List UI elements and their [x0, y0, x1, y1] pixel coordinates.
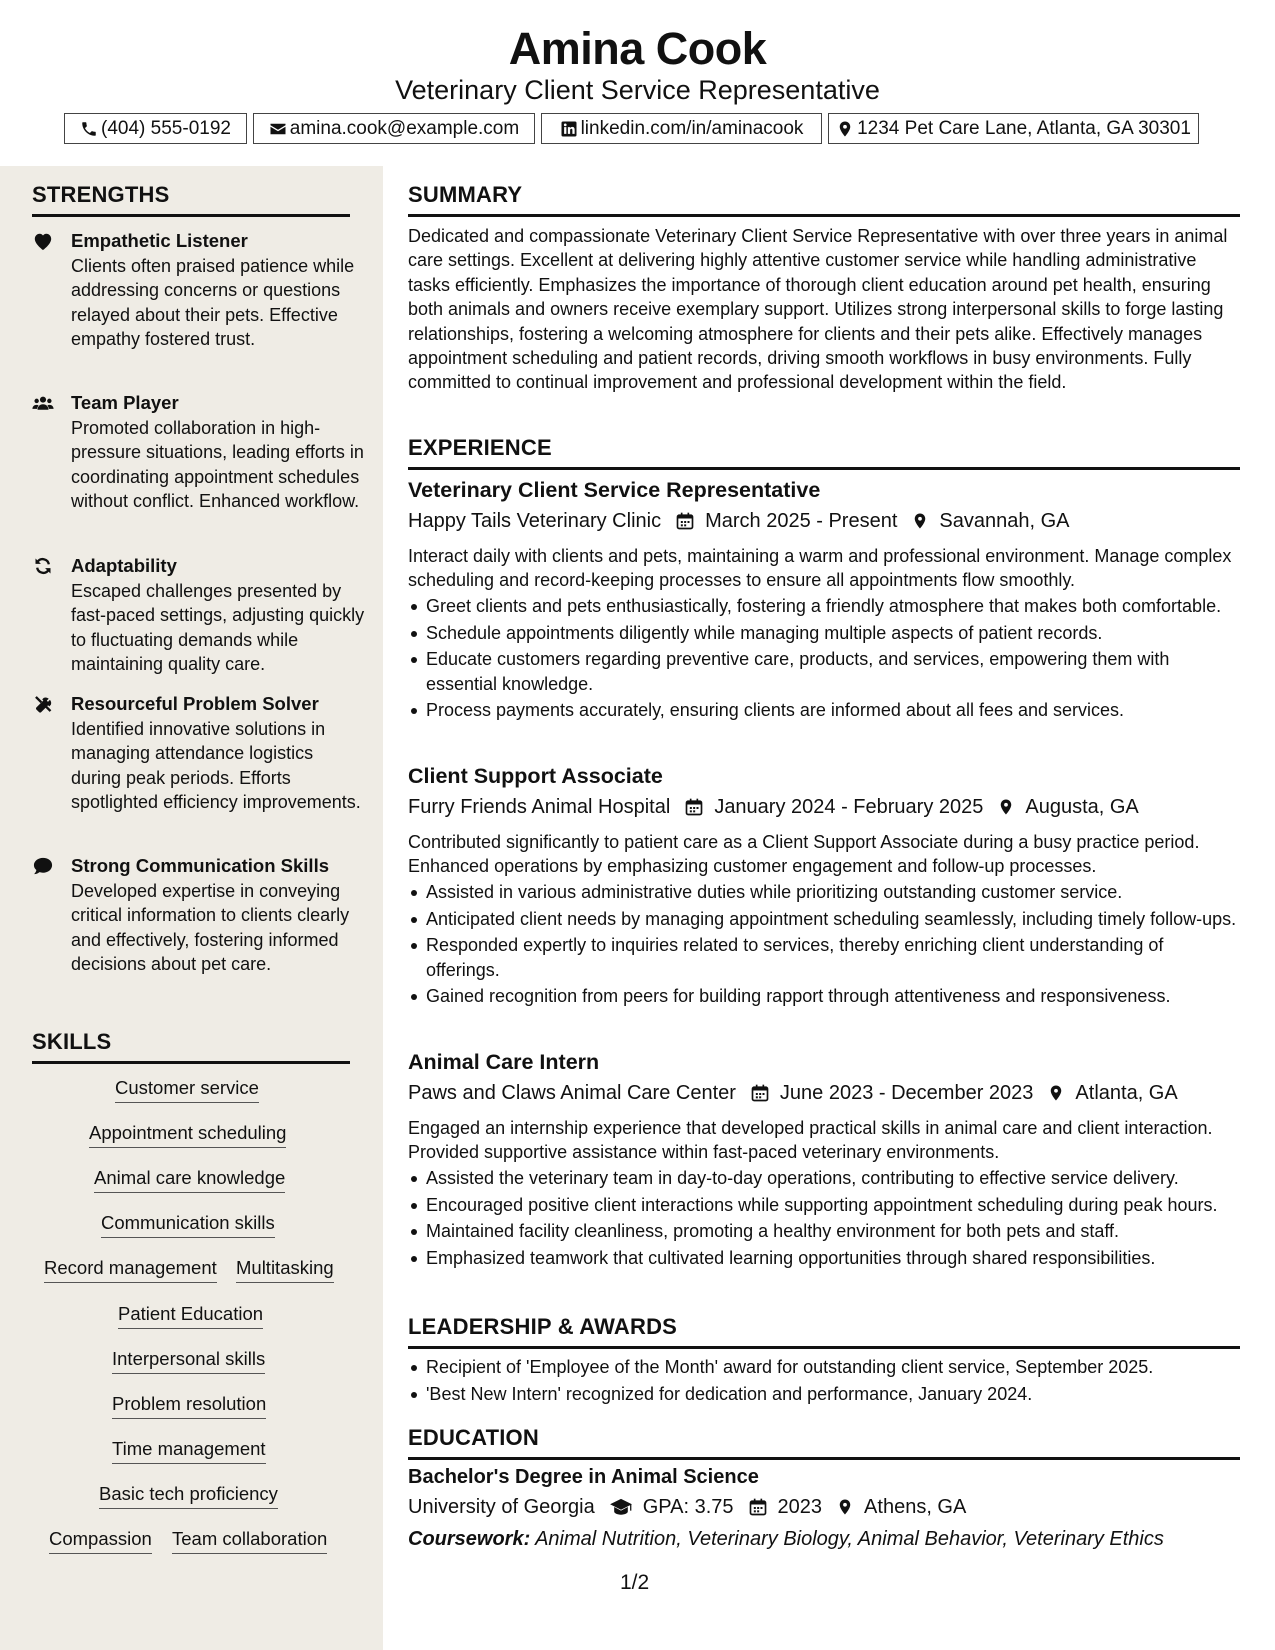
map-marker-icon	[836, 120, 854, 138]
awards-rule	[408, 1346, 1240, 1349]
education-rule	[408, 1457, 1240, 1460]
strengths-heading: STRENGTHS	[32, 182, 170, 207]
job-title: Veterinary Client Service Representative	[408, 478, 821, 502]
education-location: Athens, GA	[864, 1495, 967, 1518]
skill-tag: Animal care knowledge	[94, 1166, 285, 1193]
job-bullets	[408, 880, 1240, 1011]
education-school: University of Georgia	[408, 1495, 595, 1518]
strength-title: Adaptability	[71, 555, 177, 576]
education-coursework	[408, 1525, 1164, 1553]
strength-title: Team Player	[71, 392, 179, 413]
skill-tag: Time management	[112, 1437, 266, 1464]
strength-title: Strong Communication Skills	[71, 855, 329, 876]
skill-tag: Record management	[44, 1256, 217, 1283]
list-item: Schedule appointments diligently while managing multiple aspects of patient records.	[408, 621, 1240, 645]
strength-desc: Clients often praised patience while addressing concerns or questions relayed about their pets. Effective empathy fostered trust.	[71, 256, 355, 350]
contact-linkedin[interactable]	[541, 113, 822, 144]
list-item: Emphasized teamwork that cultivated learning opportunities through shared responsibilities.	[408, 1246, 1240, 1270]
page-number: 1/2	[620, 1571, 650, 1594]
map-marker-icon	[997, 797, 1015, 817]
job-company: Paws and Claws Animal Care Center	[408, 1081, 736, 1104]
candidate-name: Amina Cook	[508, 23, 767, 74]
job-description: Interact daily with clients and pets, maintaining a warm and professional environment. Manage complex scheduling and record-keeping processes to ensure all appointments flow smoothly.	[408, 546, 1232, 591]
main-column	[408, 166, 1240, 1606]
list-item: 'Best New Intern' recognized for dedication and performance, January 2024.	[408, 1382, 1240, 1406]
education-gpa: GPA: 3.75	[642, 1495, 734, 1518]
skill-tag: Customer service	[115, 1076, 259, 1103]
job-location: Savannah, GA	[939, 509, 1070, 532]
strength-desc: Escaped challenges presented by fast-paced settings, adjusting quickly to fluctuating demands while maintaining quality care.	[71, 581, 365, 675]
sync-icon	[32, 556, 56, 576]
coursework-list: Animal Nutrition, Veterinary Biology, Animal Behavior, Veterinary Ethics	[535, 1528, 1164, 1550]
list-item: Anticipated client needs by managing appointment scheduling seamlessly, including timely follow-ups.	[408, 907, 1240, 931]
strengths-rule	[32, 214, 350, 217]
list-item: Encouraged positive client interactions while supporting appointment scheduling during peak hours.	[408, 1193, 1240, 1217]
strength-title: Resourceful Problem Solver	[71, 693, 319, 714]
skill-tag: Interpersonal skills	[112, 1347, 265, 1374]
list-item: Process payments accurately, ensuring clients are informed about all fees and services.	[408, 698, 1240, 722]
skills-rule	[32, 1061, 350, 1064]
contact-address[interactable]	[828, 113, 1199, 144]
job-location: Augusta, GA	[1025, 795, 1139, 818]
education-degree: Bachelor's Degree in Animal Science	[408, 1466, 759, 1488]
summary-text: Dedicated and compassionate Veterinary Client Service Representative with over three years in animal care settings. Excellent at delivering highly attentive customer service while handling administrative tasks efficiently. Emphasizes the importance of thorough client education around pet health, ensuring both animals and owners receive exemplary support. Utilizes strong interpersonal skills to forge lasting relationships, fostering a welcoming atmosphere for clients and their pets alike. Effectively manages appointment scheduling and patient records, driving smooth workflows in busy environments. Fully committed to continual improvement and professional development within the field.	[408, 226, 1228, 393]
map-marker-icon	[1047, 1083, 1065, 1103]
list-item: Recipient of 'Employee of the Month' award for outstanding client service, September 2025.	[408, 1355, 1240, 1379]
education-meta	[408, 1493, 966, 1521]
job-meta	[408, 507, 1070, 535]
strength-desc: Developed expertise in conveying critical information to clients clearly and effectively, fostering informed decisions about pet care.	[71, 881, 350, 975]
experience-rule	[408, 467, 1240, 470]
users-icon	[32, 393, 56, 413]
job-company: Furry Friends Animal Hospital	[408, 795, 671, 818]
job-dates: June 2023 - December 2023	[779, 1081, 1034, 1104]
skill-tag: Team collaboration	[172, 1527, 327, 1554]
map-marker-icon	[911, 511, 929, 531]
contact-address-text: 1234 Pet Care Lane, Atlanta, GA 30301	[857, 117, 1191, 139]
job-meta	[408, 793, 1139, 821]
calendar-icon	[684, 797, 704, 817]
contact-email-text: amina.cook@example.com	[289, 117, 520, 139]
calendar-icon	[750, 1083, 770, 1103]
job-description: Contributed significantly to patient care as a Client Support Associate during a busy practice period. Enhanced operations by emphasizing customer engagement and follow-up processes.	[408, 832, 1200, 877]
education-year: 2023	[777, 1495, 823, 1518]
job-dates: January 2024 - February 2025	[714, 795, 984, 818]
tools-icon	[32, 694, 56, 714]
contact-phone[interactable]	[64, 113, 247, 144]
skill-tag: Compassion	[49, 1527, 152, 1554]
candidate-title: Veterinary Client Service Representative	[395, 75, 880, 105]
awards-list	[408, 1355, 1240, 1408]
calendar-icon	[748, 1497, 768, 1517]
resume-header	[0, 0, 1275, 166]
skill-tag: Problem resolution	[112, 1392, 266, 1419]
phone-icon	[80, 120, 98, 138]
list-item: Greet clients and pets enthusiastically, fostering a friendly atmosphere that makes both comfortable.	[408, 594, 1240, 618]
job-title: Client Support Associate	[408, 764, 663, 788]
job-bullets	[408, 594, 1240, 725]
job-bullets	[408, 1166, 1240, 1272]
list-item: Assisted the veterinary team in day-to-day operations, contributing to effective service delivery.	[408, 1166, 1240, 1190]
heart-icon	[32, 231, 56, 251]
strength-desc: Promoted collaboration in high-pressure situations, leading efforts in coordinating appointment schedules without conflict. Enhanced workflow.	[71, 418, 364, 512]
contact-bar	[0, 113, 1275, 144]
sidebar	[0, 166, 383, 1650]
contact-linkedin-text: linkedin.com/in/aminacook	[580, 117, 804, 139]
job-title: Animal Care Intern	[408, 1050, 600, 1074]
job-meta	[408, 1079, 1178, 1107]
summary-heading: SUMMARY	[408, 182, 523, 207]
skill-tag: Basic tech proficiency	[99, 1482, 278, 1509]
list-item: Educate customers regarding preventive care, products, and services, empowering them with essential knowledge.	[408, 647, 1240, 696]
map-marker-icon	[836, 1497, 854, 1517]
calendar-icon	[675, 511, 695, 531]
job-dates: March 2025 - Present	[705, 509, 898, 532]
education-heading: EDUCATION	[408, 1425, 539, 1450]
coursework-label: Coursework:	[408, 1528, 531, 1550]
skill-tag: Multitasking	[236, 1256, 334, 1283]
skill-tag: Patient Education	[118, 1302, 263, 1329]
awards-heading: LEADERSHIP & AWARDS	[408, 1314, 678, 1339]
linkedin-icon	[560, 120, 578, 138]
strength-desc: Identified innovative solutions in managing attendance logistics during peak periods. Efforts spotlighted efficiency improvements.	[71, 719, 361, 813]
envelope-icon	[269, 120, 287, 138]
list-item: Gained recognition from peers for building rapport through attentiveness and responsiveness.	[408, 984, 1240, 1008]
list-item: Maintained facility cleanliness, promoting a healthy environment for both pets and staff.	[408, 1219, 1240, 1243]
list-item: Responded expertly to inquiries related to services, thereby enriching client understanding of offerings.	[408, 933, 1240, 982]
experience-heading: EXPERIENCE	[408, 435, 552, 460]
strength-title: Empathetic Listener	[71, 230, 248, 251]
job-description: Engaged an internship experience that developed practical skills in animal care and client interaction. Provided supportive assistance within fast-paced veterinary environments.	[408, 1118, 1213, 1163]
list-item: Assisted in various administrative duties while prioritizing outstanding customer service.	[408, 880, 1240, 904]
comment-icon	[32, 856, 56, 876]
skill-tag: Communication skills	[101, 1211, 275, 1238]
contact-phone-text: (404) 555-0192	[101, 117, 231, 139]
skills-heading: SKILLS	[32, 1029, 112, 1054]
skill-tag: Appointment scheduling	[89, 1121, 286, 1148]
contact-email[interactable]	[253, 113, 535, 144]
summary-rule	[408, 214, 1240, 217]
graduation-cap-icon	[609, 1497, 633, 1517]
job-location: Atlanta, GA	[1075, 1081, 1178, 1104]
job-company: Happy Tails Veterinary Clinic	[408, 509, 662, 532]
